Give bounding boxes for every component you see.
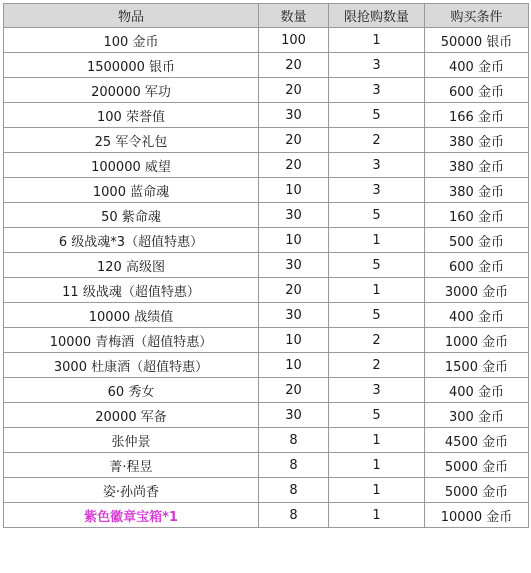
cost-cell: 400 金币: [425, 303, 529, 328]
limit-cell: 1: [329, 28, 425, 53]
limit-cell: 5: [329, 403, 425, 428]
limit-cell: 5: [329, 303, 425, 328]
table-row: [4, 428, 529, 453]
quantity-cell: 20: [259, 278, 329, 303]
table-header-row: [4, 4, 529, 28]
quantity-cell: 10: [259, 353, 329, 378]
table-row: [4, 253, 529, 278]
table-row: [4, 103, 529, 128]
item-cell: 10000 战绩值: [4, 303, 259, 328]
item-cell: 60 秀女: [4, 378, 259, 403]
quantity-cell: 8: [259, 478, 329, 503]
cost-cell: 5000 金币: [425, 453, 529, 478]
item-cell: 姿·孙尚香: [4, 478, 259, 503]
quantity-cell: 8: [259, 428, 329, 453]
table-row: [4, 278, 529, 303]
shop-table: [3, 3, 529, 528]
limit-cell: 3: [329, 178, 425, 203]
cost-cell: 4500 金币: [425, 428, 529, 453]
item-cell: 11 级战魂（超值特惠）: [4, 278, 259, 303]
item-cell: 3000 杜康酒（超值特惠）: [4, 353, 259, 378]
item-cell: 100 荣誉值: [4, 103, 259, 128]
quantity-cell: 20: [259, 53, 329, 78]
cost-cell: 10000 金币: [425, 503, 529, 528]
cost-cell: 300 金币: [425, 403, 529, 428]
limit-cell: 1: [329, 278, 425, 303]
item-cell: 紫色徽章宝箱*1: [4, 503, 259, 528]
item-cell: 张仲景: [4, 428, 259, 453]
cost-cell: 1500 金币: [425, 353, 529, 378]
item-cell: 50 紫命魂: [4, 203, 259, 228]
table-row: [4, 28, 529, 53]
quantity-cell: 10: [259, 178, 329, 203]
limit-cell: 3: [329, 53, 425, 78]
cost-cell: 380 金币: [425, 153, 529, 178]
cost-cell: 500 金币: [425, 228, 529, 253]
cost-cell: 3000 金币: [425, 278, 529, 303]
cost-cell: 1000 金币: [425, 328, 529, 353]
limit-cell: 3: [329, 153, 425, 178]
quantity-cell: 30: [259, 303, 329, 328]
limit-cell: 1: [329, 478, 425, 503]
table-row: [4, 228, 529, 253]
item-cell: 10000 青梅酒（超值特惠）: [4, 328, 259, 353]
cost-cell: 5000 金币: [425, 478, 529, 503]
header-quantity: 数量: [259, 4, 329, 28]
table-row: [4, 178, 529, 203]
quantity-cell: 30: [259, 103, 329, 128]
limit-cell: 3: [329, 78, 425, 103]
table-row: [4, 453, 529, 478]
limit-cell: 2: [329, 128, 425, 153]
item-cell: 120 高级图: [4, 253, 259, 278]
table-row: [4, 303, 529, 328]
quantity-cell: 10: [259, 328, 329, 353]
item-cell: 20000 军备: [4, 403, 259, 428]
cost-cell: 380 金币: [425, 178, 529, 203]
quantity-cell: 20: [259, 153, 329, 178]
quantity-cell: 30: [259, 253, 329, 278]
header-purchase-condition: 购买条件: [425, 4, 529, 28]
quantity-cell: 20: [259, 378, 329, 403]
table-row: [4, 353, 529, 378]
item-cell: 200000 军功: [4, 78, 259, 103]
cost-cell: 166 金币: [425, 103, 529, 128]
item-cell: 100000 威望: [4, 153, 259, 178]
table-row: [4, 403, 529, 428]
table-row: [4, 53, 529, 78]
limit-cell: 2: [329, 328, 425, 353]
table-row: [4, 503, 529, 528]
table-row: [4, 203, 529, 228]
item-cell: 菁·程昱: [4, 453, 259, 478]
limit-cell: 2: [329, 353, 425, 378]
item-cell: 6 级战魂*3（超值特惠）: [4, 228, 259, 253]
limit-cell: 5: [329, 253, 425, 278]
table-row: [4, 328, 529, 353]
quantity-cell: 20: [259, 78, 329, 103]
table-row: [4, 128, 529, 153]
item-cell: 25 军令礼包: [4, 128, 259, 153]
quantity-cell: 30: [259, 403, 329, 428]
cost-cell: 600 金币: [425, 78, 529, 103]
limit-cell: 1: [329, 503, 425, 528]
cost-cell: 400 金币: [425, 53, 529, 78]
cost-cell: 380 金币: [425, 128, 529, 153]
limit-cell: 1: [329, 428, 425, 453]
limit-cell: 1: [329, 228, 425, 253]
quantity-cell: 10: [259, 228, 329, 253]
table-body: [4, 28, 529, 528]
quantity-cell: 100: [259, 28, 329, 53]
limit-cell: 5: [329, 103, 425, 128]
limit-cell: 5: [329, 203, 425, 228]
limit-cell: 1: [329, 453, 425, 478]
cost-cell: 50000 银币: [425, 28, 529, 53]
header-purchase-limit: 限抢购数量: [329, 4, 425, 28]
item-cell: 1000 蓝命魂: [4, 178, 259, 203]
table-row: [4, 378, 529, 403]
cost-cell: 160 金币: [425, 203, 529, 228]
quantity-cell: 30: [259, 203, 329, 228]
table-row: [4, 78, 529, 103]
limit-cell: 3: [329, 378, 425, 403]
table-row: [4, 478, 529, 503]
item-cell: 100 金币: [4, 28, 259, 53]
cost-cell: 600 金币: [425, 253, 529, 278]
cost-cell: 400 金币: [425, 378, 529, 403]
table-row: [4, 153, 529, 178]
quantity-cell: 20: [259, 128, 329, 153]
header-item: 物品: [4, 4, 259, 28]
quantity-cell: 8: [259, 453, 329, 478]
item-cell: 1500000 银币: [4, 53, 259, 78]
quantity-cell: 8: [259, 503, 329, 528]
